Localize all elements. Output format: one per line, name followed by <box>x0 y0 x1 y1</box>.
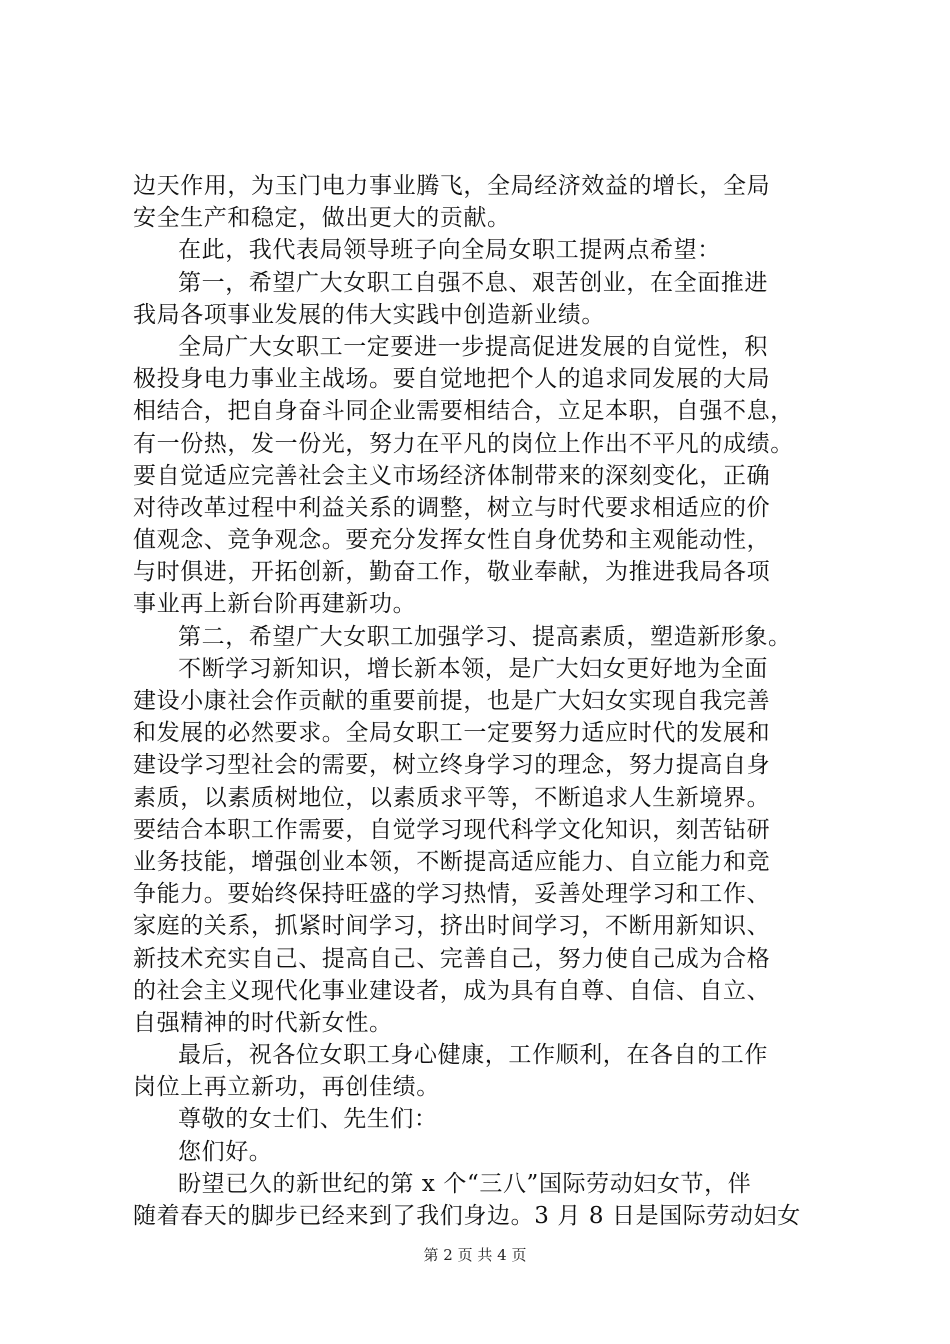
text-line: 自强精神的时代新女性。 <box>133 1009 393 1036</box>
text-line: 业务技能，增强创业本领，不断提高适应能力、自立能力和竞 <box>133 848 771 875</box>
text-line: 的社会主义现代化事业建设者，成为具有自尊、自信、自立、 <box>133 977 771 1004</box>
text-line: 尊敬的女士们、先生们： <box>178 1106 438 1133</box>
text-line: 盼望已久的新世纪的第 x 个“三八”国际劳动妇女节，伴 <box>178 1170 752 1197</box>
text-line: 争能力。要始终保持旺盛的学习热情，妥善处理学习和工作、 <box>133 881 771 908</box>
text-line: 全局广大女职工一定要进一步提高促进发展的自觉性，积 <box>178 333 768 360</box>
text-line: 第一，希望广大女职工自强不息、艰苦创业，在全面推进 <box>178 269 768 296</box>
text-line: 我局各项事业发展的伟大实践中创造新业绩。 <box>133 301 605 328</box>
text-line: 安全生产和稳定，做出更大的贡献。 <box>133 205 511 232</box>
document-body <box>133 170 833 1232</box>
text-line: 事业再上新台阶再建新功。 <box>133 591 417 618</box>
text-line: 不断学习新知识，增长新本领，是广大妇女更好地为全面 <box>178 655 768 682</box>
text-line: 建设小康社会作贡献的重要前提，也是广大妇女实现自我完善 <box>133 688 771 714</box>
text-line: 建设学习型社会的需要，树立终身学习的理念，努力提高自身 <box>133 752 771 779</box>
text-line: 您们好。 <box>178 1138 273 1165</box>
text-line: 随着春天的脚步已经来到了我们身边。3 月 8 日是国际劳动妇女 <box>133 1203 801 1229</box>
text-line: 和发展的必然要求。全局女职工一定要努力适应时代的发展和 <box>133 720 771 747</box>
text-line: 相结合，把自身奋斗同企业需要相结合，立足本职，自强不息， <box>133 398 794 425</box>
text-line: 值观念、竞争观念。要充分发挥女性自身优势和主观能动性， <box>133 527 771 554</box>
text-line: 极投身电力事业主战场。要自觉地把个人的追求同发展的大局 <box>133 366 771 393</box>
text-line: 最后，祝各位女职工身心健康，工作顺利，在各自的工作 <box>178 1042 768 1069</box>
text-line: 与时俱进，开拓创新，勤奋工作，敬业奉献，为推进我局各项 <box>133 559 771 586</box>
page-footer: 第 2 页 共 4 页 <box>423 1246 527 1264</box>
text-line: 边天作用，为玉门电力事业腾飞，全局经济效益的增长，全局 <box>133 173 771 199</box>
text-line: 第二，希望广大女职工加强学习、提高素质，塑造新形象。 <box>178 623 792 650</box>
text-line: 家庭的关系，抓紧时间学习，挤出时间学习，不断用新知识、 <box>133 913 771 940</box>
text-line: 在此，我代表局领导班子向全局女职工提两点希望： <box>178 237 721 264</box>
text-line: 要自觉适应完善社会主义市场经济体制带来的深刻变化，正确 <box>133 462 771 489</box>
text-line: 要结合本职工作需要，自觉学习现代科学文化知识，刻苦钻研 <box>133 816 771 843</box>
text-line: 对待改革过程中利益关系的调整，树立与时代要求相适应的价 <box>133 494 771 521</box>
text-line: 岗位上再立新功，再创佳绩。 <box>133 1074 440 1101</box>
text-line: 有一份热，发一份光，努力在平凡的岗位上作出不平凡的成绩。 <box>133 430 794 457</box>
text-line: 新技术充实自己、提高自己、完善自己，努力使自己成为合格 <box>133 945 771 972</box>
text-line: 素质，以素质树地位，以素质求平等，不断追求人生新境界。 <box>133 784 771 811</box>
